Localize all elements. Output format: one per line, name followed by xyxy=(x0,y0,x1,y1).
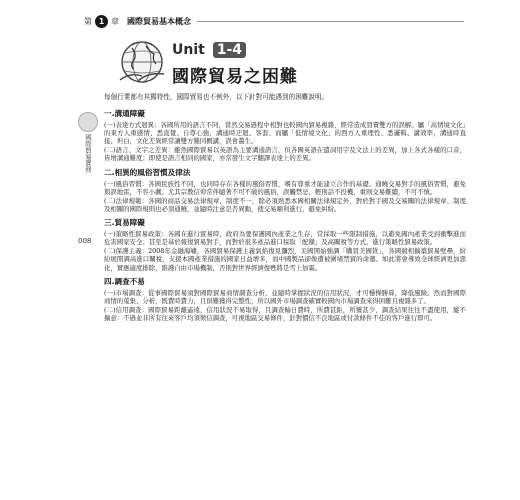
section-title: 四.調查不易 xyxy=(104,276,145,286)
chapter-suffix: 章 xyxy=(111,16,119,26)
chapter-title: 國際貿易基本概念 xyxy=(127,16,191,26)
header-rule xyxy=(197,21,464,22)
unit-word: Unit xyxy=(172,42,205,58)
main-content xyxy=(104,104,466,323)
unit-heading xyxy=(116,36,396,92)
side-book-title: 國際貿易實務 xyxy=(84,134,92,173)
page-number: 008 xyxy=(78,237,92,245)
chapter-number-badge: 1 xyxy=(95,15,108,28)
chapter-prefix: 第 xyxy=(84,16,92,26)
section-title: 二.相異的風俗習慣及律法 xyxy=(104,167,191,177)
section-paragraph: (二)語言、文字之差異：雖然國際貿易以英語為主要溝通語言，但各國英語在遣詞用字及文法上的差異，加上各式各樣的口音，皆增溝通難度；即使是語言相同的國家，亦常發生文字翻譯表達上的差異。 xyxy=(104,146,466,163)
intro-paragraph: 每個行業都有其獨特性，國際貿易也不例外，以下針對可能遇到的困難說明。 xyxy=(104,93,329,101)
section-paragraph: (二)法律規範：各國的商品交易法律規章，制度不一，除必須熟悉本國相關法律規定外，對於對手國及交易關的法律規章、制度及相關的國際規則也必須通曉，並隨時注意是否異動，使交易順利進行，避免糾紛。 xyxy=(104,196,466,213)
side-badge-icon xyxy=(78,112,98,132)
section-paragraph: (二)保護主義：2008年金融海嘯，各國貿易保護主義氣焰復見瀰烈，美國開始強調「購買美國貨」，各國競相擴築貿易壁壘，紛紛展開調高進口關稅，支援本國產業措施的國家日益增多，而中國製品卻像遭被圍堵禁貿的命運。如此將會導致全球經濟更加惡化，實應適度排除，維護自由市場機制，否則對世界經濟復甦將是雪上加霜。 xyxy=(104,247,466,272)
globe-icon xyxy=(116,36,168,88)
section-paragraph: (一)策略性貿易政策：各國在進行貿易時，政府為要保護國內產業之生存，常採取一些限制措施，以避免國內產業受到衝擊進而危害國家安全；甚至是基於報復貿易對手，而對於很多產品進口採取「配額」及高關稅等方式，進行策略性貿易政策。 xyxy=(104,230,466,247)
section-paragraph: (一)風俗習慣：各國民族性不同，也同時存在各樣的風俗習慣，嗜有尊重才能建立合作的基礎。通曉交易對手的風俗習慣，避免與誤地雷，不容小觑；尤其宗教信仰常伴隨著不可不破的風俗，誤觸禁忌，輕則話不投機，重則交易難續，不可不慎。 xyxy=(104,179,466,196)
running-header xyxy=(84,14,464,28)
chapter-marker xyxy=(84,15,119,28)
section-paragraph: (二)信用調查：國際貿易距離遙遠，信用狀況不易取得，且調查輸日費時，所費甚鉅，所獲甚少，調查結果往往不盡使用，縱不擴意：不過並非所有往來客戶均須徵信調查，可視地區交易條件，針對價信不良地區或付款條件不佳的客戶進行即可。 xyxy=(104,305,466,322)
section-paragraph: (一)市場調查：從事國際貿易須對國際貿易商情調查分析，並隨時掌握狀況的信用狀況，才可穩操勝算，降低風險。然而對國際商情的蒐集、分析，既費時費力，且倶難獲得完整性，所以國外市場調查確實較國內市場調查來得困難且複雜多了。 xyxy=(104,288,466,305)
unit-label xyxy=(172,42,246,58)
unit-number-badge: 1-4 xyxy=(213,42,246,58)
section-paragraph: (一)表達方式迥異：各國所用的語言不同，當然交易過程中相對也較國內貿易複雜，經常造成買賣雙方的誤解。屬「高情境文化」的東方人重感情、悉直覺、自尊心強，溝通時迂迴、客套、而屬「低情境文化」的西方人重理性、悉邏輯、講效率，溝通時直接、坦白，文化差異經常讓雙方難同概講，誤會叢生。 xyxy=(104,121,466,146)
section-title: 一.溝通障礙 xyxy=(104,109,145,118)
section-title: 三.貿易障礙 xyxy=(104,218,145,228)
unit-title: 國際貿易之困難 xyxy=(172,67,298,87)
